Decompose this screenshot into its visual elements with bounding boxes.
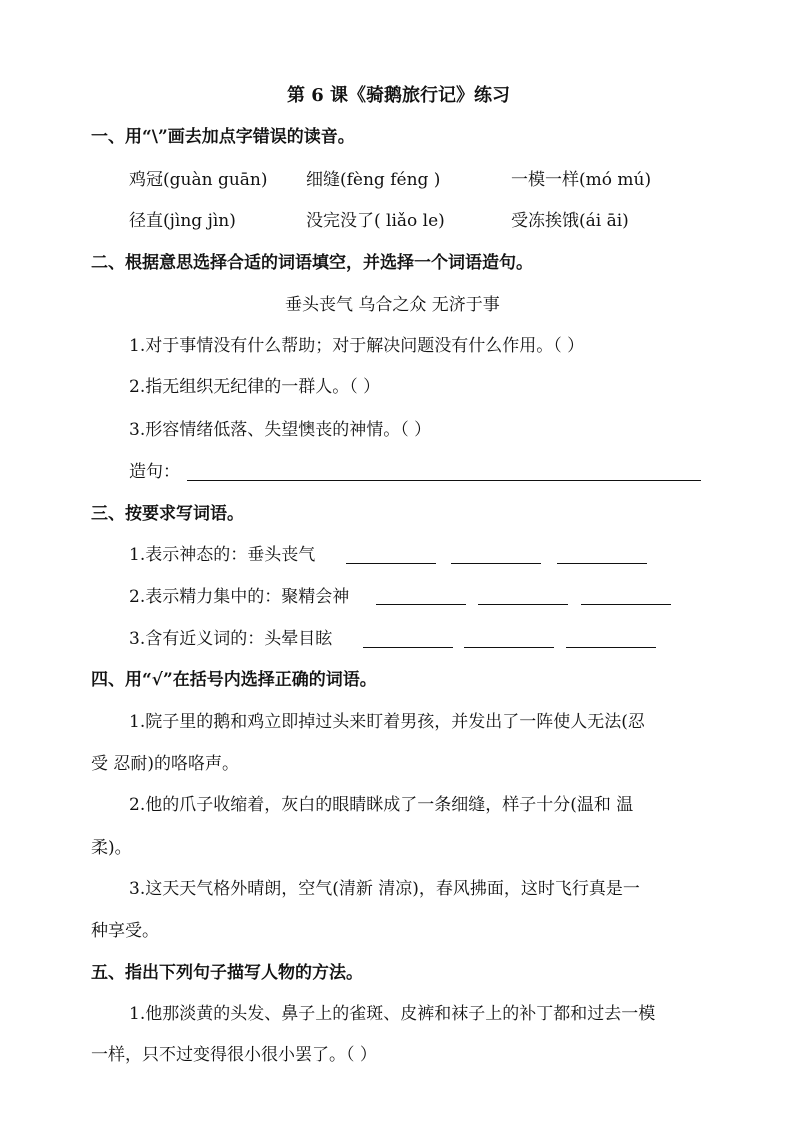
answer-blank[interactable]: [346, 563, 436, 564]
question: 2.表示精力集中的：聚精会神: [129, 587, 350, 607]
page-title: 第 6 课《骑鹅旅行记》练习: [287, 85, 511, 106]
answer-blank[interactable]: [363, 647, 453, 648]
answer-blank[interactable]: [464, 647, 554, 648]
question: 1.对于事情没有什么帮助；对于解决问题没有什么作用。（ ）: [129, 336, 585, 356]
pinyin-item: 受冻挨饿(ái āi): [511, 211, 629, 231]
question: 3.形容情绪低落、失望懊丧的神情。（ ）: [129, 420, 432, 440]
question: 3.这天天气格外晴朗，空气(清新 清凉)，春风拂面，这时飞行真是一: [129, 879, 640, 899]
answer-blank[interactable]: [376, 604, 466, 605]
pinyin-item: 没完没了( liǎo le): [306, 211, 445, 231]
question: 1.院子里的鹅和鸡立即掉过头来盯着男孩，并发出了一阵使人无法(忍: [129, 712, 645, 732]
answer-blank[interactable]: [557, 563, 647, 564]
pinyin-item: 细缝(fèng féng ): [306, 170, 441, 190]
question-continued: 一样，只不过变得很小很小罢了。（ ）: [91, 1045, 377, 1065]
pinyin-item: 一模一样(mó mú): [511, 170, 652, 190]
make-sentence-label: 造句：: [129, 462, 180, 482]
section5-heading: 五、指出下列句子描写人物的方法。: [91, 963, 363, 983]
question-continued: 种享受。: [91, 921, 159, 941]
sentence-answer-line[interactable]: [187, 480, 701, 481]
word-options: 垂头丧气 乌合之众 无济于事: [285, 295, 500, 315]
question: 1.表示神态的：垂头丧气: [129, 545, 316, 565]
question-continued: 柔)。: [91, 838, 132, 858]
question: 3.含有近义词的：头晕目眩: [129, 629, 333, 649]
section1-heading: 一、用“\”画去加点字错误的读音。: [91, 127, 355, 147]
question: 2.他的爪子收缩着，灰白的眼睛眯成了一条细缝，样子十分(温和 温: [129, 795, 634, 815]
question: 2.指无组织无纪律的一群人。（ ）: [129, 377, 381, 397]
pinyin-item: 鸡冠(guàn guān): [129, 170, 268, 190]
question: 1.他那淡黄的头发、鼻子上的雀斑、皮裤和袜子上的补丁都和过去一模: [129, 1004, 656, 1024]
answer-blank[interactable]: [478, 604, 568, 605]
section2-heading: 二、根据意思选择合适的词语填空，并选择一个词语造句。: [91, 253, 533, 273]
answer-blank[interactable]: [566, 647, 656, 648]
answer-blank[interactable]: [581, 604, 671, 605]
question-continued: 受 忍耐)的咯咯声。: [91, 754, 240, 774]
pinyin-item: 径直(jìng jìn): [129, 211, 236, 231]
section3-heading: 三、按要求写词语。: [91, 504, 244, 524]
section4-heading: 四、用“√”在括号内选择正确的词语。: [91, 670, 377, 690]
answer-blank[interactable]: [451, 563, 541, 564]
